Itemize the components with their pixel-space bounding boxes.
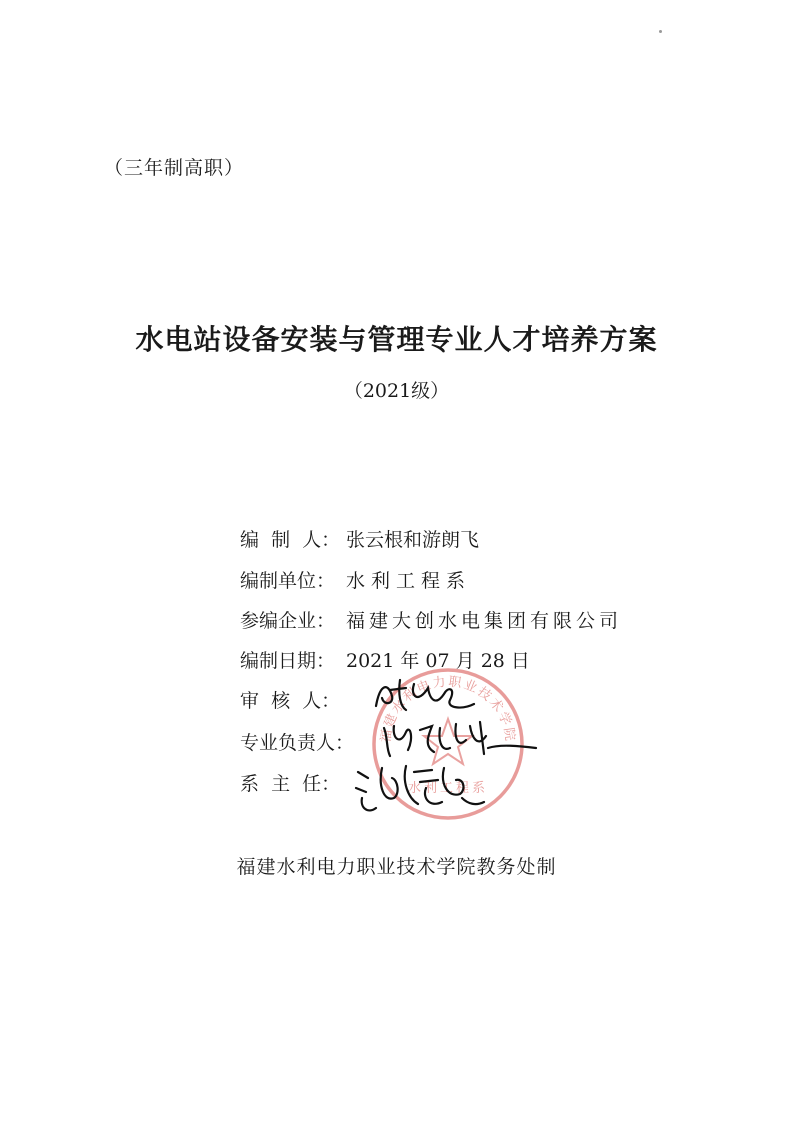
info-row-compiler [240, 525, 479, 555]
info-label: 编 制 人： [240, 529, 341, 551]
info-label: 审 核 人： [240, 690, 341, 712]
reviewer-signature [370, 676, 480, 716]
department-head-signature [348, 758, 488, 820]
info-row-unit [240, 566, 471, 596]
info-value: 2021 年 07 月 28 日 [346, 650, 530, 672]
issuer-footer: 福建水利电力职业技术学院教务处制 [236, 856, 557, 878]
scan-speck [659, 30, 662, 33]
info-value: 张云根和游朗飞 [346, 529, 480, 551]
svg-text:水利工程系: 水利工程系 [407, 781, 489, 796]
info-row-partner [240, 606, 622, 636]
program-type: （三年制高职） [104, 157, 245, 179]
info-label: 编制单位： [240, 570, 336, 592]
svg-text:福建水利电力职业技术学院: 福建水利电力职业技术学院 [378, 674, 518, 744]
info-label: 编制日期： [240, 650, 336, 672]
info-row-reviewer [240, 686, 346, 716]
document-title: 水电站设备安装与管理专业人才培养方案 [135, 323, 658, 356]
info-value: 福建大创水电集团有限公司 [346, 610, 623, 632]
document-grade: （2021级） [343, 380, 450, 402]
program-lead-signature [380, 718, 540, 762]
info-row-dept-head [240, 769, 346, 799]
info-label: 参编企业： [240, 610, 336, 632]
info-value: 水利工程系 [346, 570, 472, 592]
info-label: 系 主 任： [240, 773, 341, 795]
info-label: 专业负责人： [240, 732, 355, 754]
info-row-lead [240, 728, 370, 758]
